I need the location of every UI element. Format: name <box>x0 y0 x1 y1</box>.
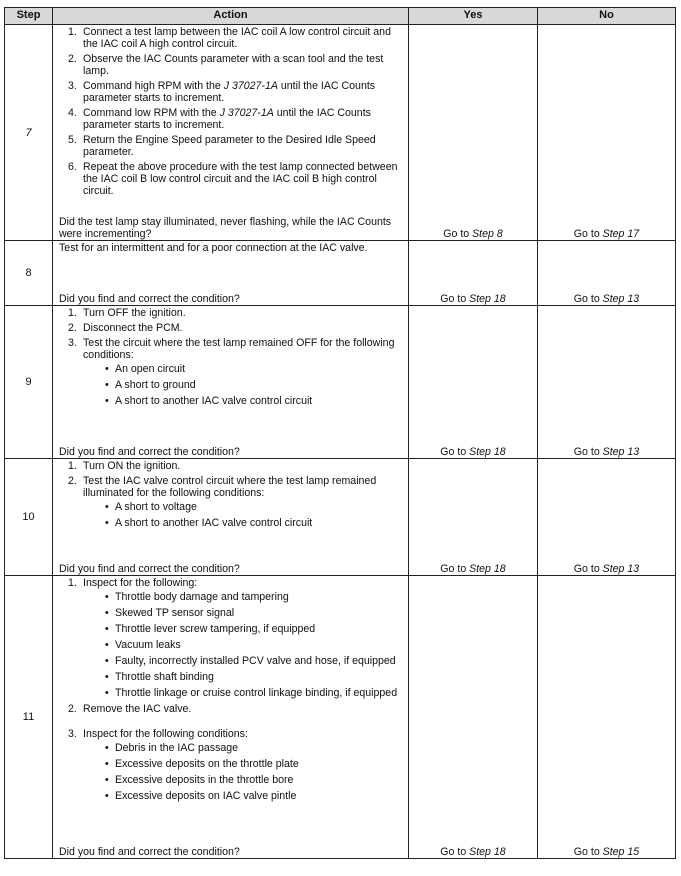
step-text: Turn ON the ignition. <box>83 460 181 472</box>
procedure-step-number: 2. <box>68 322 77 334</box>
header-action: Action <box>53 8 409 25</box>
tool-number: J 37027-1A <box>219 107 274 119</box>
procedure-step <box>59 161 400 197</box>
no-result-cell <box>538 576 676 859</box>
procedure-step-number: 1. <box>68 307 77 319</box>
condition-text: Throttle body damage and tampering <box>115 591 289 603</box>
procedure-step-text <box>83 728 248 740</box>
action-content <box>53 25 408 240</box>
goto-prefix: Go to <box>573 228 603 240</box>
goto-prefix: Go to <box>440 446 470 458</box>
condition-text: A short to voltage <box>115 501 197 513</box>
diagnostic-question: Did you find and correct the condition? <box>59 446 240 458</box>
goto-target-step: Step 18 <box>469 563 506 575</box>
condition-text: An open circuit <box>115 363 186 375</box>
step-text: Test the circuit where the test lamp remained OFF for the following conditions: <box>83 337 395 361</box>
bullet-icon: • <box>105 655 109 667</box>
bullet-icon: • <box>105 671 109 683</box>
goto-target-step: Step 13 <box>602 563 640 575</box>
table-row <box>5 459 676 576</box>
procedure-step <box>59 322 400 334</box>
procedure-step-text <box>83 337 394 361</box>
procedure-step-text <box>83 475 376 499</box>
procedure-step-text <box>83 322 183 334</box>
goto-no-link[interactable] <box>574 446 639 458</box>
procedure-step-text <box>83 307 186 319</box>
goto-target-step: Step 13 <box>602 446 640 458</box>
condition-list <box>83 363 400 407</box>
yes-result-cell <box>409 306 538 459</box>
bullet-icon: • <box>105 501 109 513</box>
goto-target-step: Step 18 <box>469 293 506 305</box>
procedure-step <box>59 26 400 50</box>
header-step: Step <box>5 8 53 25</box>
procedure-list <box>59 577 400 802</box>
condition-item <box>83 742 400 754</box>
step-text: Disconnect the PCM. <box>83 322 183 334</box>
step-text: Observe the IAC Counts parameter with a scan tool and the test lamp. <box>83 53 384 77</box>
procedure-step <box>59 577 400 699</box>
procedure-list <box>59 460 400 529</box>
procedure-step <box>59 728 400 802</box>
procedure-list <box>59 307 400 407</box>
procedure-step-number: 1. <box>68 577 77 589</box>
procedure-step-text <box>83 80 375 104</box>
procedure-step-number: 3. <box>68 728 77 740</box>
diagnostic-question: Did the test lamp stay illuminated, never flashing, while the IAC Counts were incrementing? <box>59 216 392 240</box>
table-row <box>5 306 676 459</box>
condition-list <box>83 591 400 699</box>
procedure-step <box>59 475 400 529</box>
procedure-step <box>59 134 400 158</box>
condition-item <box>83 655 400 667</box>
condition-item <box>83 758 400 770</box>
procedure-step <box>59 107 400 131</box>
procedure-step-text <box>83 703 191 715</box>
procedure-step-number: 2. <box>68 703 77 715</box>
condition-text: Vacuum leaks <box>115 639 181 651</box>
step-text: Remove the IAC valve. <box>83 703 192 715</box>
condition-text: Excessive deposits on IAC valve pintle <box>115 790 297 802</box>
condition-item <box>83 379 400 391</box>
procedure-step-text <box>83 107 371 131</box>
step-text-pre: Command high RPM with the <box>83 80 224 92</box>
condition-item <box>83 363 400 375</box>
procedure-step-text <box>83 577 197 589</box>
goto-prefix: Go to <box>573 446 603 458</box>
step-number: 10 <box>5 459 53 576</box>
condition-list <box>83 501 400 529</box>
condition-text: A short to another IAC valve control circuit <box>115 395 313 407</box>
goto-prefix: Go to <box>440 846 470 858</box>
condition-item <box>83 639 400 651</box>
condition-item <box>83 687 400 699</box>
action-cell <box>53 459 409 576</box>
goto-prefix: Go to <box>573 846 603 858</box>
yes-result-cell <box>409 459 538 576</box>
no-result-cell <box>538 459 676 576</box>
step-text: Connect a test lamp between the IAC coil A low control circuit and the IAC coil A high control circuit. <box>83 26 391 50</box>
condition-item <box>83 501 400 513</box>
action-text: Test for an intermittent and for a poor connection at the IAC valve. <box>59 242 368 254</box>
bullet-icon: • <box>105 742 109 754</box>
yes-result-cell <box>409 241 538 306</box>
yes-result-cell <box>409 576 538 859</box>
table-row <box>5 25 676 241</box>
action-cell <box>53 241 409 306</box>
bullet-icon: • <box>105 591 109 603</box>
procedure-step-text <box>83 161 398 197</box>
action-content <box>53 576 408 858</box>
condition-text: A short to ground <box>115 379 196 391</box>
tool-number: J 37027-1A <box>223 80 278 92</box>
goto-yes-link[interactable] <box>440 563 505 575</box>
action-body <box>59 577 400 806</box>
step-number: 7 <box>5 25 53 241</box>
procedure-step <box>59 703 400 725</box>
procedure-step-number: 4. <box>68 107 77 119</box>
condition-text: Excessive deposits in the throttle bore <box>115 774 294 786</box>
bullet-icon: • <box>105 687 109 699</box>
step-number: 9 <box>5 306 53 459</box>
goto-no-link[interactable] <box>574 293 639 305</box>
procedure-step-number: 2. <box>68 475 77 487</box>
procedure-step-number: 2. <box>68 53 77 65</box>
goto-target-step: Step 18 <box>469 846 506 858</box>
condition-text: Debris in the IAC passage <box>115 742 239 754</box>
action-content <box>53 459 408 575</box>
condition-text: Faulty, incorrectly installed PCV valve and hose, if equipped <box>115 655 396 667</box>
goto-target-step: Step 8 <box>472 228 503 240</box>
condition-text: Throttle linkage or cruise control linkage binding, if equipped <box>115 687 398 699</box>
procedure-step-number: 3. <box>68 80 77 92</box>
condition-text: A short to another IAC valve control circuit <box>115 517 313 529</box>
procedure-step-number: 5. <box>68 134 77 146</box>
goto-no-link[interactable] <box>574 228 639 240</box>
action-content <box>53 306 408 458</box>
procedure-step <box>59 53 400 77</box>
goto-yes-link[interactable] <box>440 846 505 858</box>
procedure-step-text <box>83 26 391 50</box>
bullet-icon: • <box>105 517 109 529</box>
procedure-step <box>59 337 400 407</box>
procedure-list <box>59 26 400 197</box>
action-body <box>59 26 400 200</box>
diagnostic-question: Did you find and correct the condition? <box>59 293 240 305</box>
action-body <box>59 460 400 533</box>
header-no: No <box>538 8 676 25</box>
goto-target-step: Step 15 <box>602 846 640 858</box>
goto-prefix: Go to <box>573 563 603 575</box>
procedure-step-text <box>83 53 383 77</box>
step-text: Turn OFF the ignition. <box>83 307 186 319</box>
bullet-icon: • <box>105 379 109 391</box>
procedure-step <box>59 460 400 472</box>
goto-yes-link[interactable] <box>443 228 503 240</box>
step-text: Return the Engine Speed parameter to the Desired Idle Speed parameter. <box>83 134 376 158</box>
bullet-icon: • <box>105 623 109 635</box>
goto-prefix: Go to <box>443 228 473 240</box>
goto-no-link[interactable] <box>574 846 639 858</box>
condition-text: Throttle lever screw tampering, if equipped <box>115 623 316 635</box>
procedure-step <box>59 307 400 319</box>
diagnostic-question: Did you find and correct the condition? <box>59 846 240 858</box>
condition-text: Excessive deposits on the throttle plate <box>115 758 299 770</box>
table-row <box>5 241 676 306</box>
action-content <box>53 241 408 305</box>
no-result-cell <box>538 241 676 306</box>
bullet-icon: • <box>105 758 109 770</box>
bullet-icon: • <box>105 790 109 802</box>
bullet-icon: • <box>105 639 109 651</box>
diagnostic-question: Did you find and correct the condition? <box>59 563 240 575</box>
action-cell <box>53 576 409 859</box>
bullet-icon: • <box>105 363 109 375</box>
table-header-row <box>5 8 676 25</box>
goto-target-step: Step 18 <box>469 446 506 458</box>
no-result-cell <box>538 25 676 241</box>
step-text: Inspect for the following conditions: <box>83 728 248 740</box>
condition-item <box>83 671 400 683</box>
action-body <box>59 307 400 411</box>
procedure-step <box>59 80 400 104</box>
action-body <box>59 242 400 256</box>
condition-text: Throttle shaft binding <box>115 671 214 683</box>
goto-target-step: Step 13 <box>602 293 640 305</box>
procedure-step-number: 6. <box>68 161 77 173</box>
spacer <box>83 715 400 725</box>
action-cell <box>53 306 409 459</box>
condition-item <box>83 790 400 802</box>
condition-item <box>83 774 400 786</box>
step-number: 11 <box>5 576 53 859</box>
goto-yes-link[interactable] <box>440 293 505 305</box>
condition-item <box>83 607 400 619</box>
condition-item <box>83 623 400 635</box>
goto-yes-link[interactable] <box>440 446 505 458</box>
yes-result-cell <box>409 25 538 241</box>
condition-text: Skewed TP sensor signal <box>115 607 235 619</box>
condition-list <box>83 742 400 802</box>
procedure-step-text <box>83 460 180 472</box>
step-text: Test the IAC valve control circuit where the test lamp remained illuminated for the following conditions: <box>83 475 377 499</box>
step-text-post: until the IAC Counts parameter starts to increment. <box>83 107 371 131</box>
goto-prefix: Go to <box>573 293 603 305</box>
bullet-icon: • <box>105 395 109 407</box>
step-text-post: until the IAC Counts parameter starts to increment. <box>83 80 376 104</box>
table-row <box>5 576 676 859</box>
bullet-icon: • <box>105 774 109 786</box>
goto-no-link[interactable] <box>574 563 639 575</box>
header-yes: Yes <box>409 8 538 25</box>
condition-item <box>83 591 400 603</box>
condition-item <box>83 395 400 407</box>
bullet-icon: • <box>105 607 109 619</box>
diagnostic-table <box>4 7 676 859</box>
goto-target-step: Step 17 <box>602 228 640 240</box>
procedure-step-number: 1. <box>68 460 77 472</box>
step-number: 8 <box>5 241 53 306</box>
condition-item <box>83 517 400 529</box>
step-text: Repeat the above procedure with the test lamp connected between the IAC coil B low control circuit and the IAC coil B high control circuit. <box>83 161 398 197</box>
step-text-pre: Command low RPM with the <box>83 107 220 119</box>
step-text: Inspect for the following: <box>83 577 198 589</box>
no-result-cell <box>538 306 676 459</box>
procedure-step-number: 1. <box>68 26 77 38</box>
procedure-step-text <box>83 134 376 158</box>
action-cell <box>53 25 409 241</box>
goto-prefix: Go to <box>440 293 470 305</box>
procedure-step-number: 3. <box>68 337 77 349</box>
goto-prefix: Go to <box>440 563 470 575</box>
